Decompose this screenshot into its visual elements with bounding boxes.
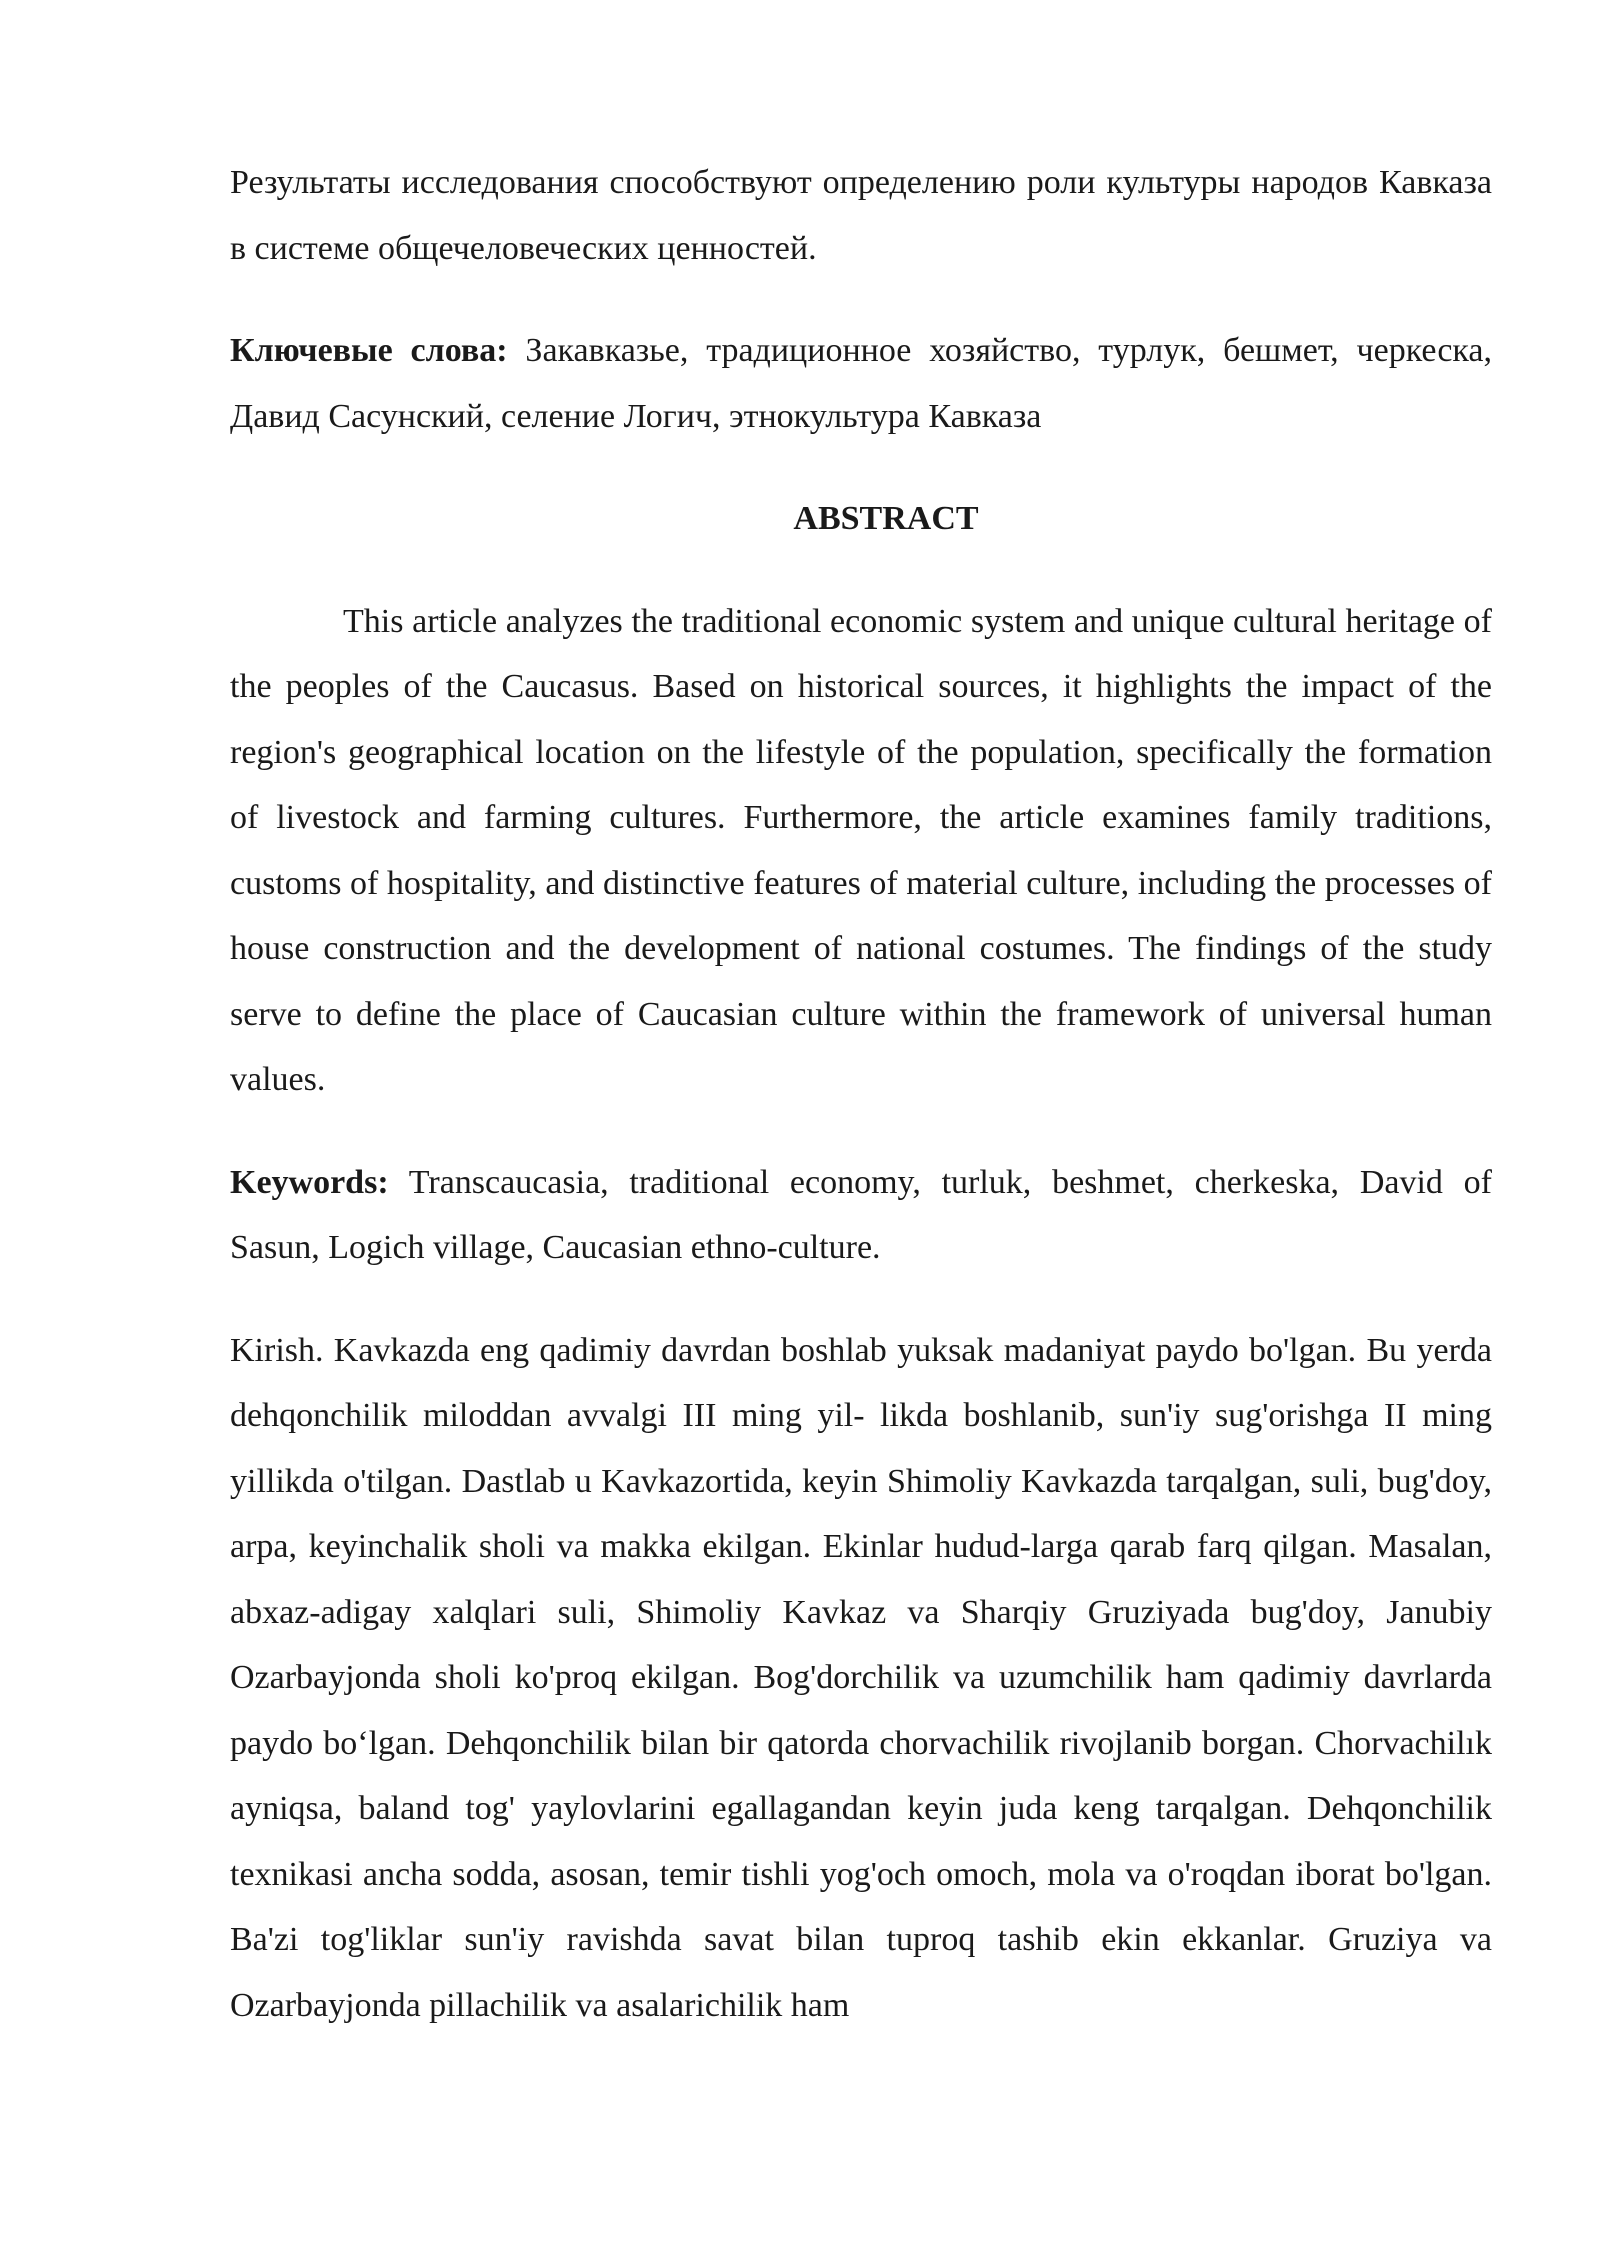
russian-keywords-text: Закавказье, традиционное хозяйство, турлук, бешмет, черкеска, Давид Сасунский, селение Логич, этнокультура Кавказа xyxy=(230,332,1493,435)
english-keywords-label: Keywords: xyxy=(230,1163,389,1201)
russian-keywords xyxy=(230,318,1492,449)
russian-abstract-closing: Результаты исследования способствуют определению роли культуры народов Кавказа в системе общечеловеческих ценностей. xyxy=(230,164,1492,267)
english-keywords xyxy=(230,1150,1492,1281)
english-keywords-text: Transcaucasia, traditional economy, turluk, beshmet, cherkeska, David of Sasun, Logich village, Caucasian ethno-culture. xyxy=(230,1163,1492,1266)
introduction-body: Kirish. Kavkazda eng qadimiy davrdan boshlab yuksak madaniyat paydo bo'lgan. Bu yerda dehqonchilik miloddan avvalgi III ming yil- likda boshlanib, sun'iy sug'orishga II ming yillikda o'tilgan. Dastlab u Kavkazortida, keyin Shimoliy Kavkazda tarqalgan, suli, bug'doy, arpa, keyinchalik sholi va makka ekilgan. Ekinlar hudud-larga qarab farq qilgan. Masalan, abxaz-adigay xalqlari suli, Shimoliy Kavkaz va Sharqiy Gruziyada bug'doy, Janubiy Ozarbayjonda sholi ko'proq ekilgan. Bog'dorchilik va uzumchilik ham qadimiy davrlarda paydo bo‘lgan. Dehqonchilik bilan bir qatorda chorvachilik rivojlanib borgan. Chorvachilık ayniqsa, baland tog' yaylovlarini egallagandan keyin juda keng tarqalgan. Dehqonchilik texnikasi ancha sodda, asosan, temir tishli yog'och omoch, mola va o'roqdan iborat bo'lgan. Ba'zi tog'liklar sun'iy ravishda savat bilan tuproq tashib ekin ekkanlar. Gruziya va Ozarbayjonda pillachilik va asalarichilik ham xyxy=(230,1331,1492,2024)
abstract-body: This article analyzes the traditional economic system and unique cultural heritage of the peoples of the Caucasus. Based on historical sources, it highlights the impact of the region's geographical location on the lifestyle of the population, specifically the formation of livestock and farming cultures. Furthermore, the article examines family traditions, customs of hospitality, and distinctive features of material culture, including the processes of house construction and the development of national costumes. The findings of the study serve to define the place of Caucasian culture within the framework of universal human values. xyxy=(230,602,1492,1098)
abstract-heading: ABSTRACT xyxy=(793,500,979,537)
document-page xyxy=(230,150,1492,2038)
russian-keywords-label: Ключевые слова: xyxy=(230,332,508,369)
